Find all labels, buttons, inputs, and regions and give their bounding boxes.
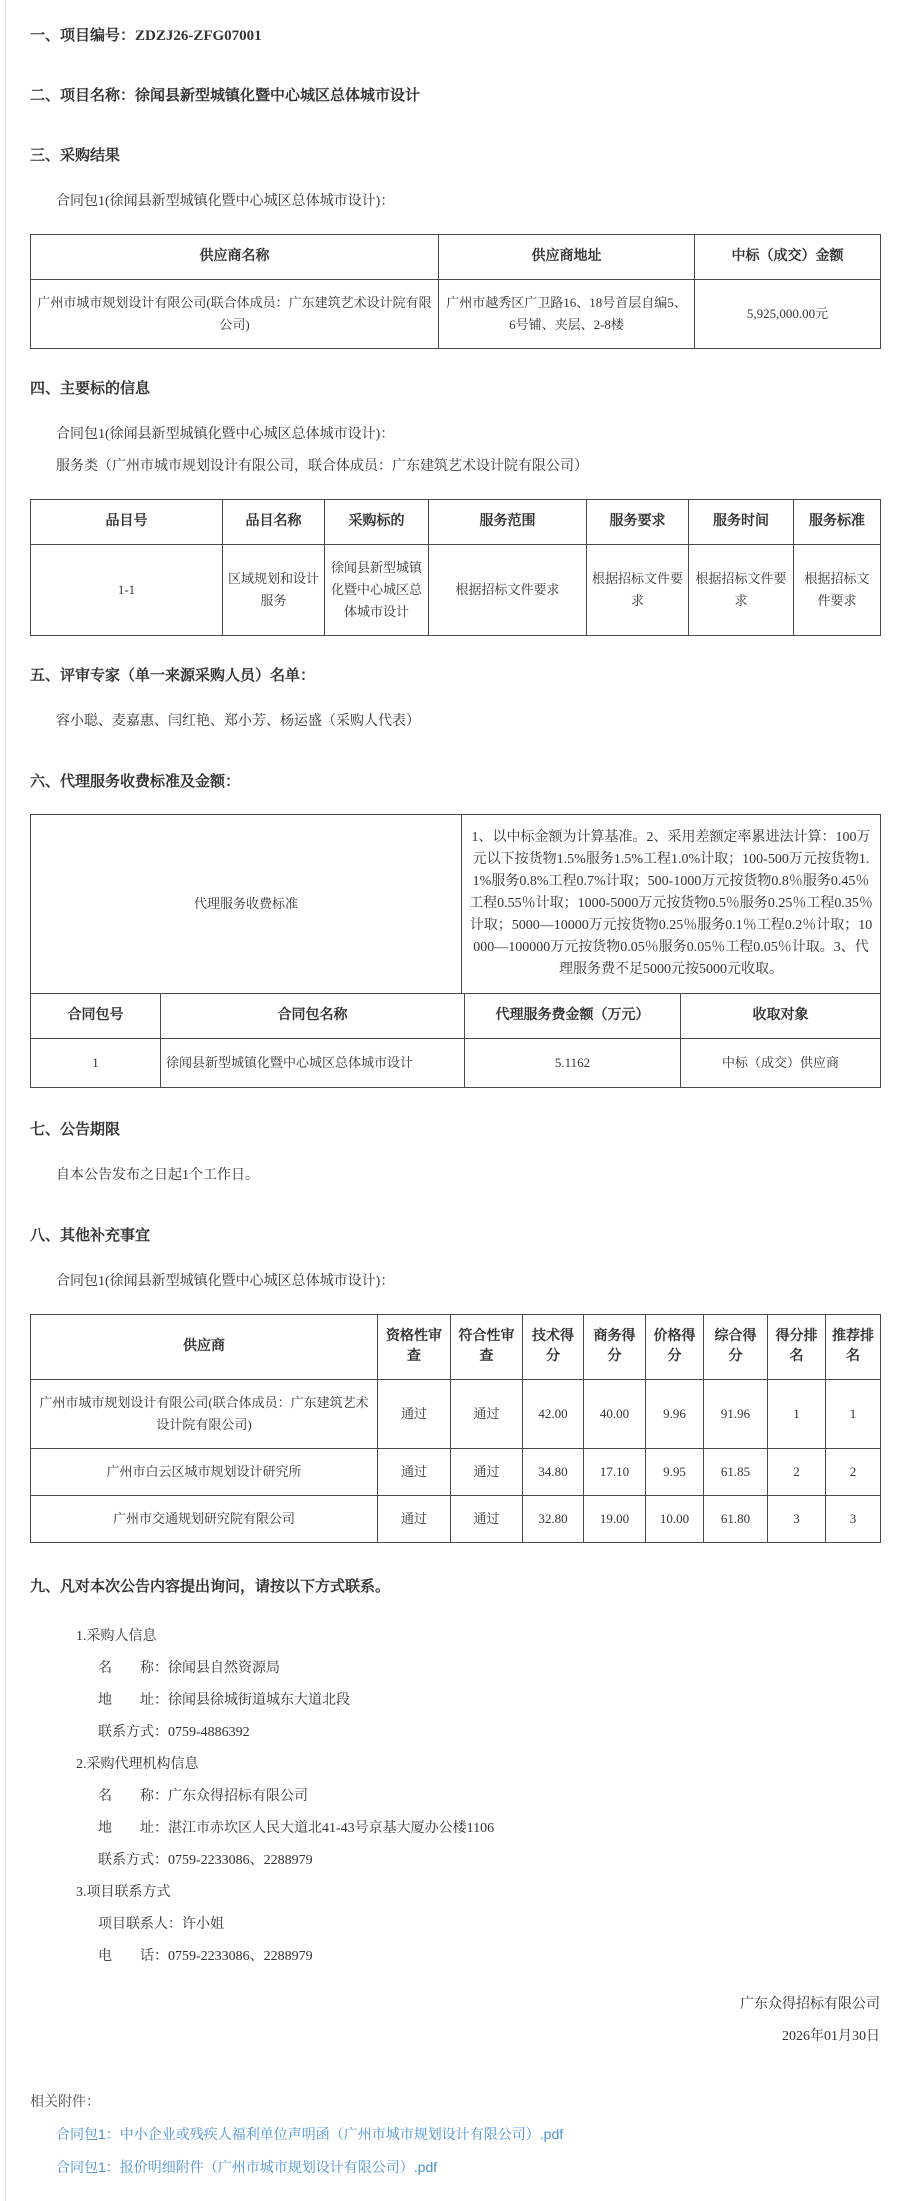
score-cell-technical: 42.00 bbox=[523, 1380, 584, 1449]
score-cell-conformity: 通过 bbox=[451, 1496, 523, 1543]
fee-header-package-no: 合同包号 bbox=[31, 994, 161, 1039]
fee-cell-charged-party: 中标（成交）供应商 bbox=[681, 1039, 881, 1088]
score-header-business-score: 商务得分 bbox=[584, 1315, 646, 1380]
score-header-qualification-review: 资格性审查 bbox=[378, 1315, 451, 1380]
result-cell-award-amount: 5,925,000.00元 bbox=[695, 280, 881, 349]
section-2-heading: 二、项目名称：徐闻县新型城镇化暨中心城区总体城市设计 bbox=[30, 88, 421, 104]
section-7-heading: 七、公告期限 bbox=[30, 1122, 121, 1138]
project-phone-line: 电 话：0759-2233086、2288979 bbox=[98, 1949, 313, 1964]
score-cell-qualification: 通过 bbox=[378, 1496, 451, 1543]
fee-header-package-name: 合同包名称 bbox=[161, 994, 465, 1039]
score-cell-technical: 34.80 bbox=[523, 1449, 584, 1496]
buyer-address-line: 地 址：徐闻县徐城街道城东大道北段 bbox=[98, 1693, 350, 1708]
item-cell-service-time: 根据招标文件要求 bbox=[689, 545, 794, 636]
result-header-award-amount: 中标（成交）金额 bbox=[695, 235, 881, 280]
agency-info-title: 2.采购代理机构信息 bbox=[76, 1757, 199, 1772]
result-header-supplier-name: 供应商名称 bbox=[31, 235, 439, 280]
score-cell-score-rank: 3 bbox=[768, 1496, 826, 1543]
score-cell-total: 91.96 bbox=[704, 1380, 768, 1449]
score-header-total-score: 综合得分 bbox=[704, 1315, 768, 1380]
score-cell-business: 17.10 bbox=[584, 1449, 646, 1496]
score-cell-score-rank: 1 bbox=[768, 1380, 826, 1449]
project-contact-person-line: 项目联系人：许小姐 bbox=[98, 1917, 224, 1932]
section-3-package-line: 合同包1(徐闻县新型城镇化暨中心城区总体城市设计)： bbox=[56, 194, 395, 209]
score-cell-recommend-rank: 3 bbox=[826, 1496, 881, 1543]
score-cell-price: 9.96 bbox=[646, 1380, 704, 1449]
item-cell-procurement-subject: 徐闻县新型城镇化暨中心城区总体城市设计 bbox=[325, 545, 429, 636]
score-cell-recommend-rank: 2 bbox=[826, 1449, 881, 1496]
section-9-heading: 九、凡对本次公告内容提出询问，请按以下方式联系。 bbox=[30, 1579, 391, 1595]
score-header-technical-score: 技术得分 bbox=[523, 1315, 584, 1380]
section-8-package-line: 合同包1(徐闻县新型城镇化暨中心城区总体城市设计)： bbox=[56, 1274, 395, 1289]
section-4-service-line: 服务类（广州市城市规划设计有限公司，联合体成员：广东建筑艺术设计院有限公司） bbox=[56, 459, 588, 474]
item-table bbox=[30, 499, 881, 636]
score-table bbox=[30, 1314, 881, 1543]
item-cell-service-requirement: 根据招标文件要求 bbox=[587, 545, 689, 636]
project-contact-title: 3.项目联系方式 bbox=[76, 1885, 171, 1900]
score-cell-qualification: 通过 bbox=[378, 1380, 451, 1449]
section-3-heading: 三、采购结果 bbox=[30, 148, 121, 164]
attachment-link-declaration-pdf[interactable]: 合同包1：中小企业或残疾人福利单位声明函（广州市城市规划设计有限公司）.pdf bbox=[56, 2126, 564, 2142]
score-cell-score-rank: 2 bbox=[768, 1449, 826, 1496]
fee-standard-row bbox=[31, 815, 881, 994]
agency-name-line: 名 称：广东众得招标有限公司 bbox=[98, 1789, 308, 1804]
fee-cell-package-no: 1 bbox=[31, 1039, 161, 1088]
signature-company: 广东众得招标有限公司 bbox=[740, 1997, 880, 2012]
fee-amount-header-row bbox=[31, 994, 881, 1039]
score-cell-supplier: 广州市交通规划研究院有限公司 bbox=[31, 1496, 378, 1543]
result-table-header-row bbox=[31, 235, 881, 280]
buyer-name-line: 名 称：徐闻县自然资源局 bbox=[98, 1661, 280, 1676]
score-cell-technical: 32.80 bbox=[523, 1496, 584, 1543]
score-cell-total: 61.80 bbox=[704, 1496, 768, 1543]
item-header-service-time: 服务时间 bbox=[689, 500, 794, 545]
score-table-header-row bbox=[31, 1315, 881, 1380]
attachments-section bbox=[30, 2091, 880, 2177]
score-cell-recommend-rank: 1 bbox=[826, 1380, 881, 1449]
attachment-link-quotation-pdf[interactable]: 合同包1：报价明细附件（广州市城市规划设计有限公司）.pdf bbox=[56, 2159, 438, 2175]
section-6-heading: 六、代理服务收费标准及金额： bbox=[30, 774, 241, 790]
item-cell-item-no: 1-1 bbox=[31, 545, 223, 636]
attachments-label: 相关附件： bbox=[30, 2093, 100, 2109]
result-header-supplier-address: 供应商地址 bbox=[439, 235, 695, 280]
result-table bbox=[30, 234, 881, 349]
section-4-heading: 四、主要标的信息 bbox=[30, 381, 151, 397]
section-7-text: 自本公告发布之日起1个工作日。 bbox=[56, 1168, 259, 1183]
score-header-score-rank: 得分排名 bbox=[768, 1315, 826, 1380]
section-4-package-line: 合同包1(徐闻县新型城镇化暨中心城区总体城市设计)： bbox=[56, 427, 395, 442]
score-table-row-1 bbox=[31, 1380, 881, 1449]
section-5-experts-line: 容小聪、麦嘉惠、闫红艳、郑小芳、杨运盛（采购人代表） bbox=[56, 714, 420, 729]
score-header-recommend-rank: 推荐排名 bbox=[826, 1315, 881, 1380]
result-table-row bbox=[31, 280, 881, 349]
item-cell-item-name: 区域规划和设计服务 bbox=[223, 545, 325, 636]
score-cell-supplier: 广州市白云区城市规划设计研究所 bbox=[31, 1449, 378, 1496]
fee-header-charged-party: 收取对象 bbox=[681, 994, 881, 1039]
result-cell-supplier-name: 广州市城市规划设计有限公司(联合体成员：广东建筑艺术设计院有限公司) bbox=[31, 280, 439, 349]
item-header-item-name: 品目名称 bbox=[223, 500, 325, 545]
fee-cell-package-name: 徐闻县新型城镇化暨中心城区总体城市设计 bbox=[161, 1039, 465, 1088]
score-cell-price: 9.95 bbox=[646, 1449, 704, 1496]
item-header-service-standard: 服务标准 bbox=[794, 500, 881, 545]
score-cell-conformity: 通过 bbox=[451, 1380, 523, 1449]
fee-amount-table bbox=[30, 993, 881, 1088]
section-1-heading: 一、项目编号：ZDZJ26-ZFG07001 bbox=[30, 28, 262, 44]
item-header-item-no: 品目号 bbox=[31, 500, 223, 545]
signature-block bbox=[30, 1995, 880, 2047]
score-cell-qualification: 通过 bbox=[378, 1449, 451, 1496]
score-header-price-score: 价格得分 bbox=[646, 1315, 704, 1380]
result-cell-supplier-address: 广州市越秀区广卫路16、18号首层自编5、6号铺、夹层、2-8楼 bbox=[439, 280, 695, 349]
item-header-service-requirement: 服务要求 bbox=[587, 500, 689, 545]
item-table-row bbox=[31, 545, 881, 636]
score-cell-price: 10.00 bbox=[646, 1496, 704, 1543]
score-header-supplier: 供应商 bbox=[31, 1315, 378, 1380]
score-cell-total: 61.85 bbox=[704, 1449, 768, 1496]
fee-header-fee-amount: 代理服务费金额（万元） bbox=[465, 994, 681, 1039]
signature-date: 2026年01月30日 bbox=[782, 2029, 880, 2044]
item-header-procurement-subject: 采购标的 bbox=[325, 500, 429, 545]
item-cell-service-standard: 根据招标文件要求 bbox=[794, 545, 881, 636]
section-5-heading: 五、评审专家（单一来源采购人员）名单： bbox=[30, 668, 316, 684]
agency-address-line: 地 址：湛江市赤坎区人民大道北41-43号京基大厦办公楼1106 bbox=[98, 1821, 495, 1836]
contact-block bbox=[30, 1627, 880, 1967]
buyer-phone-line: 联系方式：0759-4886392 bbox=[98, 1725, 250, 1740]
fee-amount-row bbox=[31, 1039, 881, 1088]
score-table-row-2 bbox=[31, 1449, 881, 1496]
score-cell-supplier: 广州市城市规划设计有限公司(联合体成员：广东建筑艺术设计院有限公司) bbox=[31, 1380, 378, 1449]
section-8-heading: 八、其他补充事宜 bbox=[30, 1228, 151, 1244]
score-cell-conformity: 通过 bbox=[451, 1449, 523, 1496]
score-cell-business: 19.00 bbox=[584, 1496, 646, 1543]
item-header-service-scope: 服务范围 bbox=[429, 500, 587, 545]
item-cell-service-scope: 根据招标文件要求 bbox=[429, 545, 587, 636]
fee-standard-label-cell: 代理服务收费标准 bbox=[31, 815, 462, 994]
score-cell-business: 40.00 bbox=[584, 1380, 646, 1449]
agency-phone-line: 联系方式：0759-2233086、2288979 bbox=[98, 1853, 313, 1868]
score-header-conformity-review: 符合性审查 bbox=[451, 1315, 523, 1380]
item-table-header-row bbox=[31, 500, 881, 545]
fee-cell-fee-amount: 5.1162 bbox=[465, 1039, 681, 1088]
buyer-info-title: 1.采购人信息 bbox=[76, 1629, 157, 1644]
score-table-row-3 bbox=[31, 1496, 881, 1543]
fee-standard-table bbox=[30, 814, 881, 994]
fee-standard-text-cell: 1、以中标金额为计算基准。2、采用差额定率累进法计算：100万元以下按货物1.5%服务1.5%工程1.0%计取；100-500万元按货物1.1%服务0.8%工程0.7%计取；500-1000万元按货物0.8％服务0.45％工程0.55％计取；1000-5000万元按货物0.5％服务0.25％工程0.35％计取；5000—10000万元按货物0.25％服务0.1％工程0.2％计取；10000—100000万元按货物0.05％服务0.05％工程0.05％计取。3、代理服务费不足5000元按5000元收取。 bbox=[462, 815, 881, 994]
